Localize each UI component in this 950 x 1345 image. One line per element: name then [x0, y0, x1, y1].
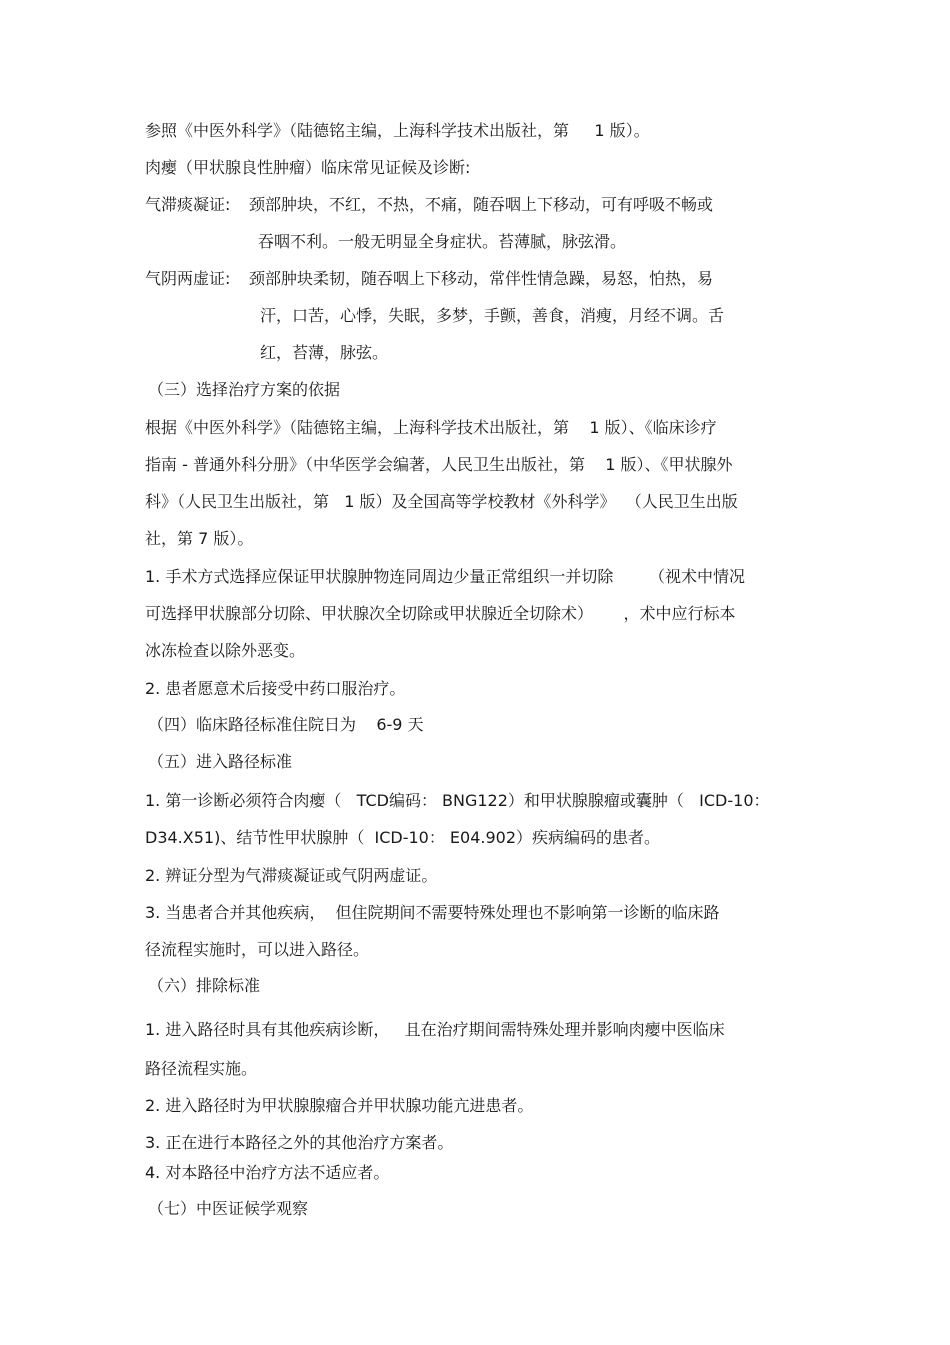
- basis-line-3: 科》（人民卫生出版社，第 1 版）及全国高等学校教材《外科学》 （人民卫生出版: [145, 492, 738, 511]
- reference-line: 参照《中医外科学》（陆德铭主编，上海科学技术出版社，第 1 版）。: [145, 121, 650, 140]
- exclusion-item-2: 2. 进入路径时为甲状腺腺瘤合并甲状腺功能亢进患者。: [145, 1096, 534, 1115]
- entry-item-3-line-2: 径流程实施时，可以进入路径。: [145, 940, 370, 959]
- syndrome-desc-qizhi-2: 吞咽不利。一般无明显全身症状。苔薄腻，脉弦滑。: [258, 232, 627, 251]
- syndrome-desc-qizhi-1: 颈部肿块，不红，不热，不痛，随吞咽上下移动，可有呼吸不畅或: [249, 195, 714, 214]
- exclusion-item-1-line-1: 1. 进入路径时具有其他疾病诊断， 且在治疗期间需特殊处理并影响肉瘿中医临床: [145, 1020, 725, 1039]
- syndrome-desc-qiyin-1: 颈部肿块柔韧，随吞咽上下移动，常伴性情急躁，易怒，怕热，易: [249, 269, 714, 288]
- exclusion-item-4: 4. 对本路径中治疗方法不适应者。: [145, 1163, 390, 1182]
- entry-item-2: 2. 辨证分型为气滞痰凝证或气阴两虚证。: [145, 866, 438, 885]
- entry-item-1-line-1: 1. 第一诊断必须符合肉瘿（ TCD编码： BNG122）和甲状腺腺瘤或囊肿（ ICD-10：: [145, 791, 770, 810]
- treatment-item-1-line-1: 1. 手术方式选择应保证甲状腺肿物连同周边少量正常组织一并切除 （视术中情况: [145, 567, 745, 586]
- entry-item-3-line-1: 3. 当患者合并其他疾病， 但住院期间不需要特殊处理也不影响第一诊断的临床路: [145, 903, 720, 922]
- section-heading-3: （三）选择治疗方案的依据: [148, 380, 341, 399]
- syndrome-term-qiyin: 气阴两虚证:: [145, 269, 231, 288]
- section-heading-6: （六）排除标准: [148, 976, 261, 995]
- treatment-item-1-line-3: 冰冻检查以除外恶变。: [145, 641, 306, 660]
- treatment-item-1-line-2: 可选择甲状腺部分切除、甲状腺次全切除或甲状腺近全切除术） ，术中应行标本: [145, 604, 736, 623]
- section-heading-7: （七）中医证候学观察: [148, 1199, 309, 1218]
- syndrome-term-qizhi: 气滞痰凝证:: [145, 195, 231, 214]
- section-heading-5: （五）进入路径标准: [148, 752, 293, 771]
- basis-line-4: 社，第 7 版）。: [145, 529, 254, 548]
- syndrome-intro: 肉瘿（甲状腺良性肿瘤）临床常见证候及诊断:: [145, 158, 471, 177]
- syndrome-desc-qiyin-3: 红，苔薄，脉弦。: [260, 343, 389, 362]
- basis-line-2: 指南 - 普通外科分册》（中华医学会编著，人民卫生出版社，第 1 版）、《甲状腺外: [145, 455, 733, 474]
- entry-item-1-line-2: D34.X51)、结节性甲状腺肿（ ICD-10： E04.902）疾病编码的患者。: [145, 828, 661, 847]
- treatment-item-2: 2. 患者愿意术后接受中药口服治疗。: [145, 679, 406, 698]
- syndrome-desc-qiyin-2: 汗，口苦，心悸，失眠，多梦，手颤，善食，消瘦，月经不调。舌: [260, 306, 725, 325]
- exclusion-item-3: 3. 正在进行本路径之外的其他治疗方案者。: [145, 1133, 454, 1152]
- basis-line-1: 根据《中医外科学》（陆德铭主编，上海科学技术出版社，第 1 版）、《临床诊疗: [145, 418, 717, 437]
- exclusion-item-1-line-2: 路径流程实施。: [145, 1059, 258, 1078]
- section-heading-4: （四）临床路径标准住院日为 6-9 天: [148, 715, 424, 734]
